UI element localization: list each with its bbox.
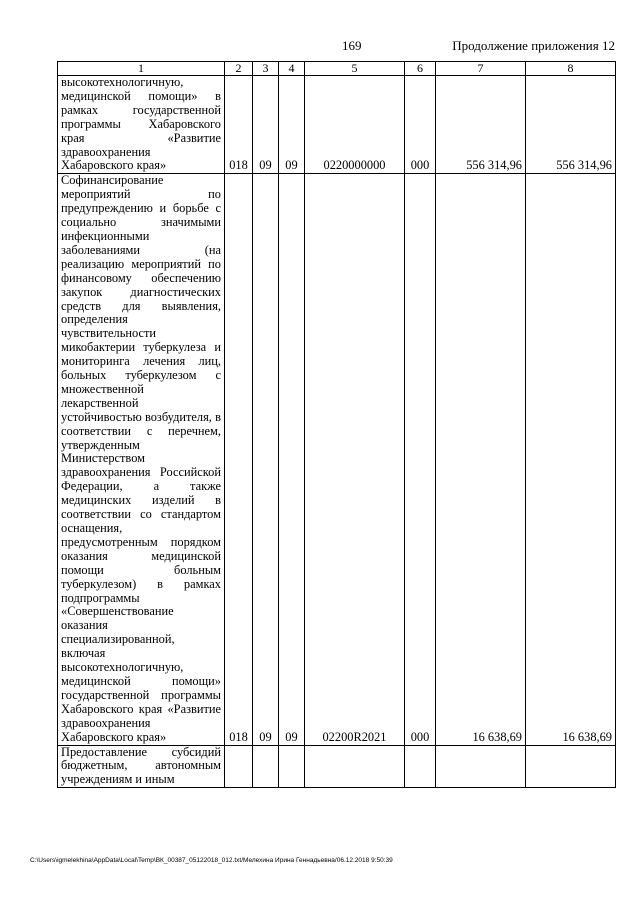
budget-table bbox=[57, 61, 616, 788]
table-row bbox=[58, 174, 616, 745]
row-description-text: высокотехнологичную, медицинской помощи» в рамках государственной программы Хабаровского края «Развитие здравоохранения Хабаровского края» bbox=[61, 75, 221, 173]
cell-subsection-code bbox=[279, 745, 305, 788]
cell-amount: 16 638,69 bbox=[526, 174, 616, 745]
cell-amount bbox=[526, 745, 616, 788]
cell-section-code: 09 bbox=[253, 76, 279, 174]
cell-subsection-code: 09 bbox=[279, 174, 305, 745]
column-header: 8 bbox=[526, 62, 616, 76]
column-header: 7 bbox=[436, 62, 526, 76]
column-header: 4 bbox=[279, 62, 305, 76]
cell-target-code: 02200R2021 bbox=[305, 174, 405, 745]
column-header: 6 bbox=[405, 62, 436, 76]
row-description-text: Предоставление субсидий бюджетным, автономным учреждениям и иным bbox=[61, 744, 221, 787]
cell-target-code bbox=[305, 745, 405, 788]
cell-ministry-code: 018 bbox=[225, 76, 253, 174]
column-header: 3 bbox=[253, 62, 279, 76]
appendix-note: Продолжение приложения 12 bbox=[452, 38, 615, 53]
cell-amount bbox=[436, 745, 526, 788]
row-description-text: Софинансирование мероприятий по предупреждению и борьбе с социально значимыми инфекционными заболеваниями (на реализацию мероприятий по финансовому обеспечению закупок диагностических средств для выявления, определения чувствительности микобактерии туберкулеза и мониторинга лечения лиц, больных туберкулезом с множественной лекарственной устойчивостью возбудителя, в соответствии с перечнем, утвержденным Министерством здравоохранения Российской Федерации, а также медицинских изделий в соответствии со стандартом оснащения, предусмотренным порядком оказания медицинской помощи больным туберкулезом) в рамках подпрограммы «Совершенствование оказания специализированной, включая высокотехнологичную, медицинской помощи» государственной программы Хабаровского края «Развитие здравоохранения Хабаровского края» bbox=[61, 173, 221, 744]
cell-section-code: 09 bbox=[253, 174, 279, 745]
row-description bbox=[58, 76, 225, 174]
table-row bbox=[58, 745, 616, 788]
cell-ministry-code: 018 bbox=[225, 174, 253, 745]
cell-amount: 16 638,69 bbox=[436, 174, 526, 745]
page-number: 169 bbox=[342, 38, 362, 53]
row-description bbox=[58, 174, 225, 745]
table-row bbox=[58, 76, 616, 174]
cell-target-code: 0220000000 bbox=[305, 76, 405, 174]
cell-expense-type: 000 bbox=[405, 76, 436, 174]
row-description bbox=[58, 745, 225, 788]
cell-subsection-code: 09 bbox=[279, 76, 305, 174]
cell-amount: 556 314,96 bbox=[526, 76, 616, 174]
column-header: 2 bbox=[225, 62, 253, 76]
cell-amount: 556 314,96 bbox=[436, 76, 526, 174]
column-header: 5 bbox=[305, 62, 405, 76]
cell-ministry-code bbox=[225, 745, 253, 788]
cell-expense-type: 000 bbox=[405, 174, 436, 745]
cell-section-code bbox=[253, 745, 279, 788]
footer-file-path: C:\Users\igmelekhina\AppData\Local\Temp\ВК_00387_05122018_012.txt/Мелехина Ирина Геннадьевна/06.12.2018 9:50:39 bbox=[30, 857, 393, 864]
cell-expense-type bbox=[405, 745, 436, 788]
column-header: 1 bbox=[58, 62, 225, 76]
table-header-row bbox=[58, 62, 616, 76]
